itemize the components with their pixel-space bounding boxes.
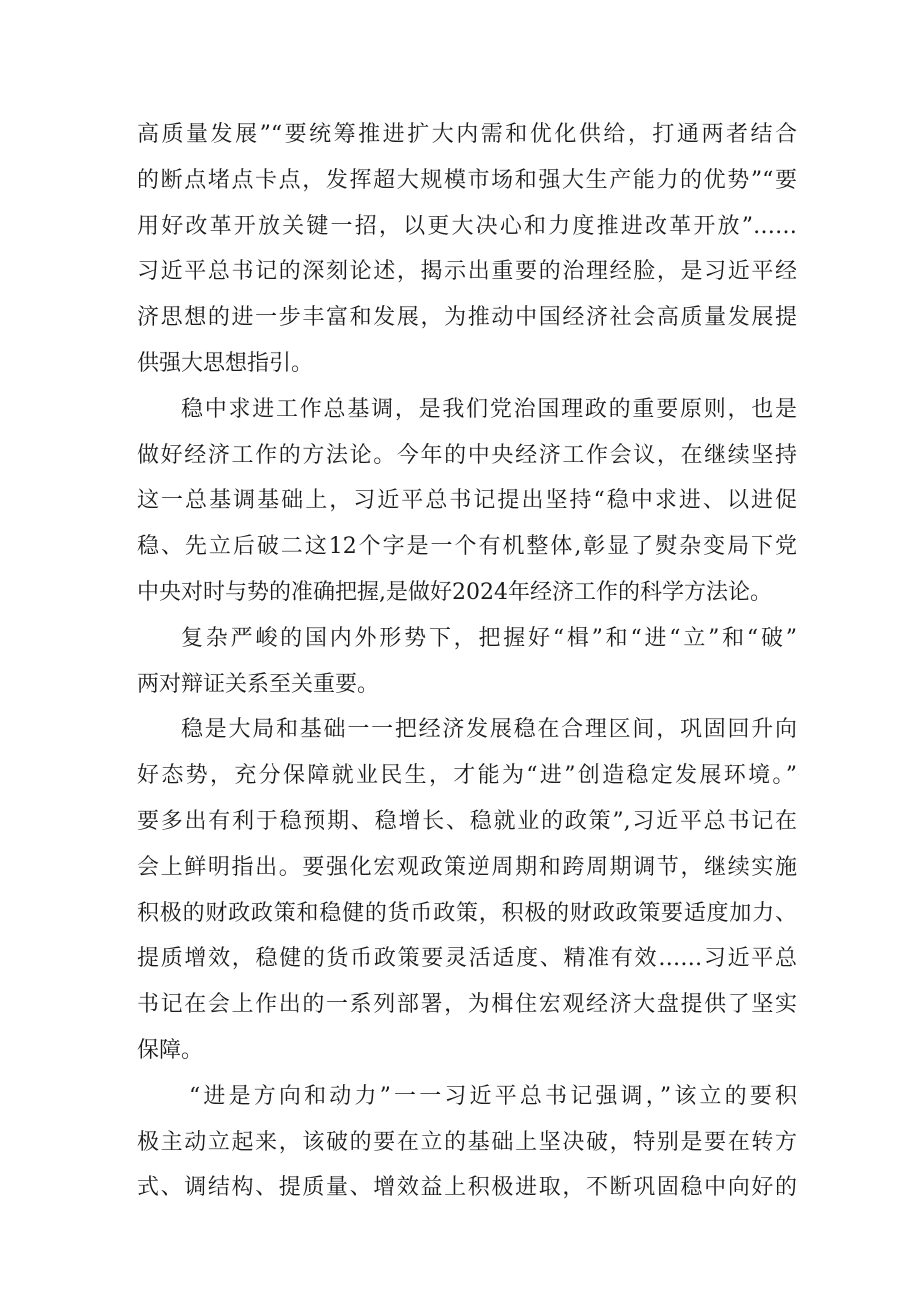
text-line: “进是方向和动力”一一习近平总书记强调，”该立的要积 [189, 1083, 797, 1109]
text-line: 这一总基调基础上，习近平总书记提出坚持“稳中求进、以进促 [137, 488, 797, 514]
text-line: 稳、先立后破二这12个字是一个有机整体,彰显了熨杂变局下党 [137, 534, 797, 560]
text-line: 式、调结构、提质量、增效益上积极进取，不断巩固稳中向好的 [137, 1175, 797, 1201]
article-body [137, 112, 797, 1211]
text-line: 好态势，充分保障就业民生，才能为“进”创造稳定发展环境。” [137, 763, 797, 789]
text-line: 提质增效，稳健的货币政策要灵活适度、精准有效……习近平总 [137, 946, 797, 972]
text-line: 稳是大局和基础一一把经济发展稳在合理区间，巩固回升向 [181, 717, 797, 743]
text-line: 书记在会上作出的一系列部署，为楫住宏观经济大盘提供了坚实 [137, 992, 797, 1018]
text-line: 高质量发展”“要统筹推进扩大内需和优化供给，打通两者结合 [137, 122, 797, 147]
text-line: 做好经济工作的方法论。今年的中央经济工作会议，在继续坚持 [137, 442, 797, 468]
text-line: 用好改革开放关键一招，以更大决心和力度推进改革开放”…… [137, 213, 797, 239]
text-line: 会上鲜明指出。要强化宏观政策逆周期和跨周期调节，继续实施 [137, 854, 797, 880]
text-line: 要多出有利于稳预期、稳增长、稳就业的政策”,习近平总书记在 [137, 808, 797, 834]
text-line: 供强大思想指引。 [137, 350, 314, 376]
text-line: 保障。 [137, 1037, 204, 1063]
text-line: 极主动立起来，该破的要在立的基础上坚决破，特别是要在转方 [137, 1129, 797, 1155]
text-line: 两对辩证关系至关重要。 [137, 671, 380, 697]
text-line: 积极的财政政策和稳健的货币政策，积极的财政政策要适度加力、 [137, 900, 797, 926]
paragraph-3 [137, 616, 797, 708]
paragraph-5 [137, 1074, 797, 1211]
paragraph-4 [137, 707, 797, 1073]
text-line: 习近平总书记的深刻论述，揭示出重要的治理经脸，是习近平经 [137, 259, 797, 285]
text-line: 稳中求进工作总基调，是我们党治国理政的重要原则，也是 [181, 396, 797, 422]
text-line: 中央对时与势的准确把握,是做好2024年经济工作的科学方法论。 [137, 579, 772, 605]
paragraph-1 [137, 112, 797, 387]
text-line: 复杂严峻的国内外形势下，把握好“楫”和“进“立”和“破” [181, 625, 797, 651]
paragraph-2 [137, 387, 797, 616]
text-line: 的断点堵点卡点，发挥超大规模市场和强大生产能力的优势”“要 [137, 167, 797, 193]
text-line: 济思想的进一步丰富和发展，为推动中国经济社会高质量发展提 [137, 305, 797, 331]
